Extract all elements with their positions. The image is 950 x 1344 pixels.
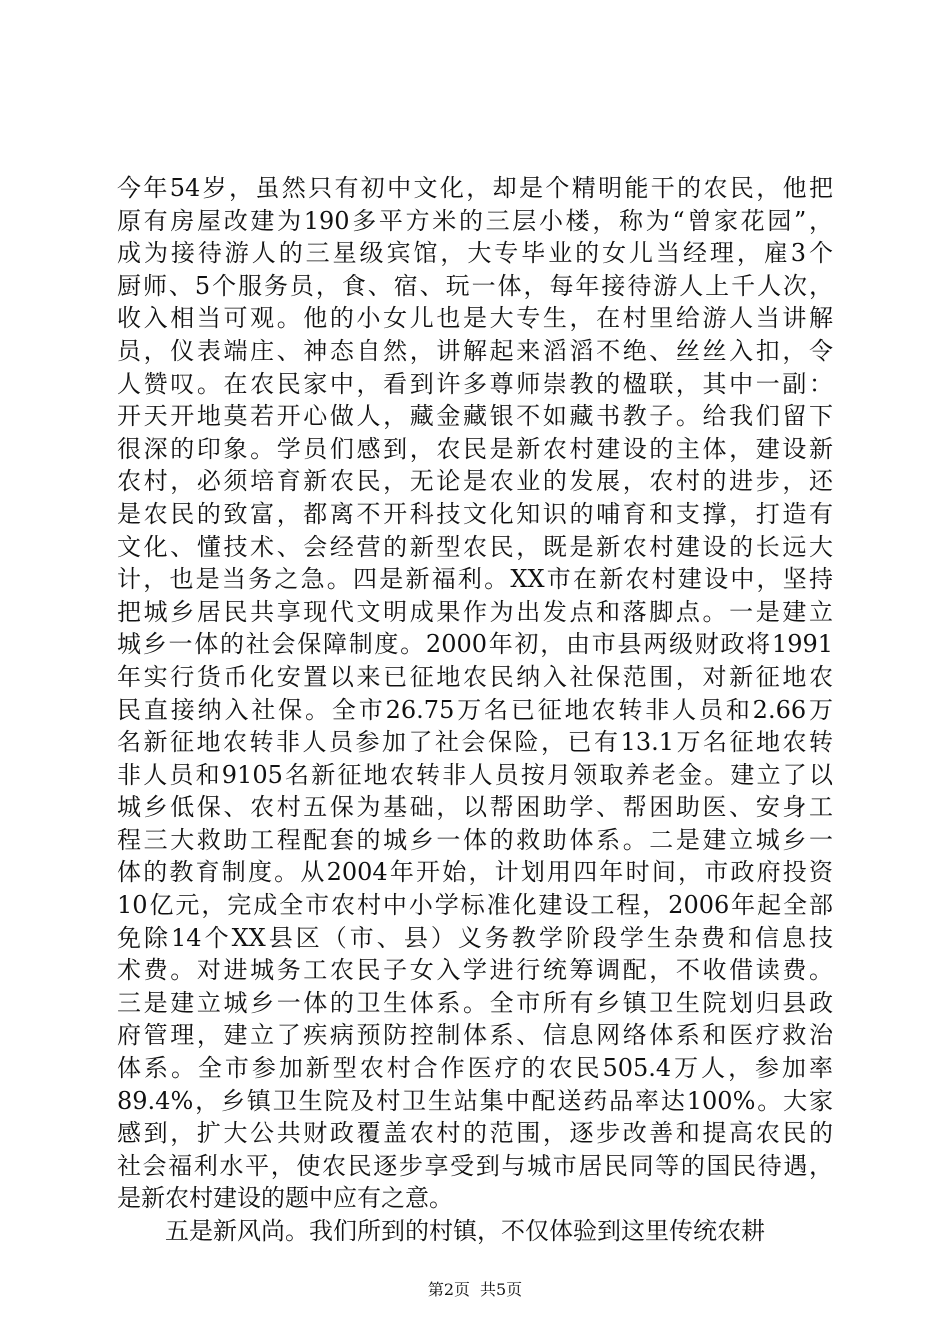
text-line: 文化、懂技术、会经营的新型农民，既是新农村建设的长远大 <box>117 532 833 561</box>
text-line: 社会福利水平，使农民逐步享受到与城市居民同等的国民待遇， <box>117 1151 833 1180</box>
text-line: 年实行货币化安置以来已征地农民纳入社保范围，对新征地农 <box>117 662 833 691</box>
text-line: 三是建立城乡一体的卫生体系。全市所有乡镇卫生院划归县政 <box>117 988 833 1017</box>
text-line: 把城乡居民共享现代文明成果作为出发点和落脚点。一是建立 <box>117 597 833 626</box>
text-line-paragraph-end: 是新农村建设的题中应有之意。 <box>117 1184 453 1213</box>
text-line: 体的教育制度。从2004年开始，计划用四年时间，市政府投资 <box>117 858 833 887</box>
page-total: 共5页 <box>480 1280 523 1299</box>
text-line: 体系。全市参加新型农村合作医疗的农民505.4万人，参加率 <box>117 1054 833 1083</box>
text-line: 城乡一体的社会保障制度。2000年初，由市县两级财政将1991 <box>117 630 833 659</box>
text-line: 原有房屋改建为190多平方米的三层小楼，称为“曾家花园”， <box>117 206 833 235</box>
text-line: 厨师、5个服务员，食、宿、玩一体，每年接待游人上千人次， <box>117 271 833 300</box>
text-line: 是农民的致富，都离不开科技文化知识的哺育和支撑，打造有 <box>117 499 833 528</box>
page-footer <box>0 1279 950 1301</box>
text-line: 程三大救助工程配套的城乡一体的救助体系。二是建立城乡一 <box>117 825 833 854</box>
text-line: 开天开地莫若开心做人，藏金藏银不如藏书教子。给我们留下 <box>117 402 833 431</box>
text-line: 人赞叹。在农民家中，看到许多尊师崇教的楹联，其中一副： <box>117 369 833 398</box>
text-line: 府管理，建立了疾病预防控制体系、信息网络体系和医疗救治 <box>117 1021 833 1050</box>
text-line: 城乡低保、农村五保为基础，以帮困助学、帮困助医、安身工 <box>117 793 833 822</box>
text-line: 术费。对进城务工农民子女入学进行统筹调配，不收借读费。 <box>117 956 833 985</box>
text-line: 10亿元，完成全市农村中小学标准化建设工程，2006年起全部 <box>117 891 833 920</box>
text-line: 收入相当可观。他的小女儿也是大专生，在村里给游人当讲解 <box>117 304 833 333</box>
text-line: 名新征地农转非人员参加了社会保险，已有13.1万名征地农转 <box>117 728 833 757</box>
document-body <box>117 172 833 1248</box>
text-line: 89.4%，乡镇卫生院及村卫生站集中配送药品率达100%。大家 <box>117 1086 833 1115</box>
text-line: 员，仪表端庄、神态自然，讲解起来滔滔不绝、丝丝入扣，令 <box>117 336 833 365</box>
text-line: 计，也是当务之急。四是新福利。XX市在新农村建设中，坚持 <box>117 565 833 594</box>
text-line: 免除14个XX县区（市、县）义务教学阶段学生杂费和信息技 <box>117 923 833 952</box>
page-number: 第2页 <box>427 1280 470 1299</box>
text-line: 非人员和9105名新征地农转非人员按月领取养老金。建立了以 <box>117 760 833 789</box>
text-line: 感到，扩大公共财政覆盖农村的范围，逐步改善和提高农民的 <box>117 1119 833 1148</box>
text-line: 很深的印象。学员们感到，农民是新农村建设的主体，建设新 <box>117 434 833 463</box>
text-line: 成为接待游人的三星级宾馆，大专毕业的女儿当经理，雇3个 <box>117 239 833 268</box>
text-line: 今年54岁，虽然只有初中文化，却是个精明能干的农民，他把 <box>117 174 833 202</box>
text-line-paragraph-start: 五是新风尚。我们所到的村镇，不仅体验到这里传统农耕 <box>165 1217 765 1245</box>
text-line: 农村，必须培育新农民，无论是农业的发展，农村的进步，还 <box>117 467 833 496</box>
text-line: 民直接纳入社保。全市26.75万名已征地农转非人员和2.66万 <box>117 695 833 724</box>
